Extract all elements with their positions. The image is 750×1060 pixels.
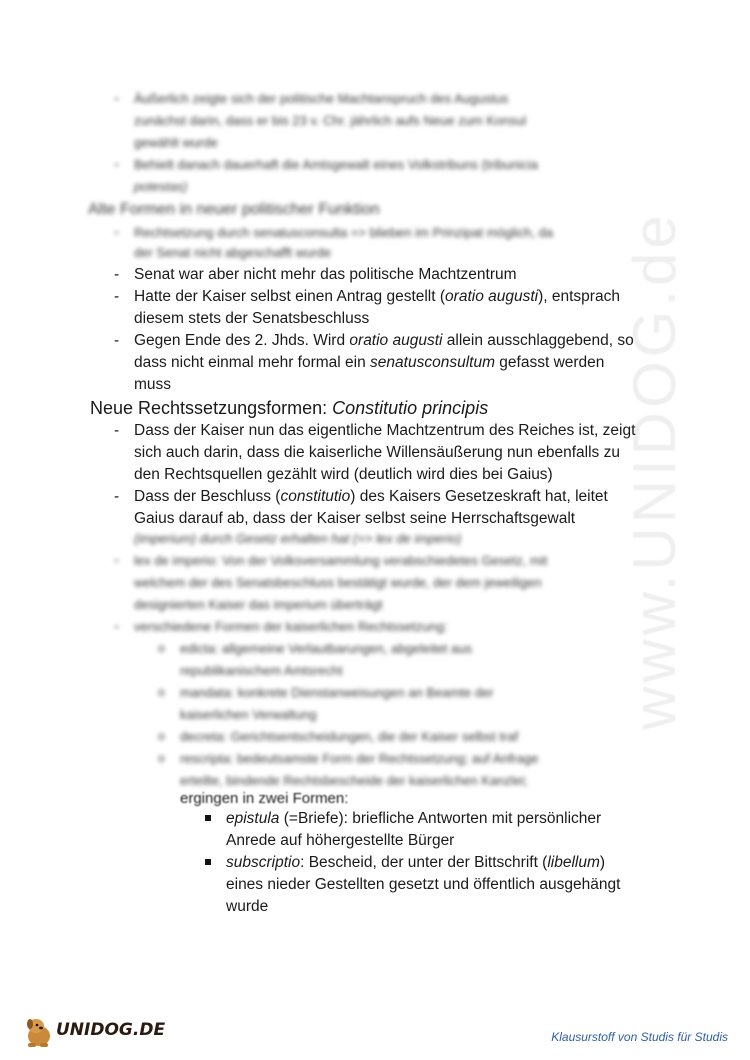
dog-icon [22, 1014, 56, 1050]
text-line: potestas) [134, 179, 188, 194]
dash-bullet: - [114, 332, 120, 349]
text-line: Rechtsetzung durch senatusconsulta => blieben im Prinzipat möglich, da [134, 225, 554, 240]
text-line: Behielt danach dauerhaft die Amtsgewalt eines Volkstribuns (tribunicia [134, 157, 538, 172]
text-line: den Rechtsquellen gezählt wird (deutlich wird dies bei Gaius) [134, 466, 553, 483]
text-span: ) [599, 854, 606, 871]
text-line: welchem der des Senatsbeschluss bestätigt wurde, der dem jeweiligen [134, 575, 542, 590]
text-line: mandata: konkrete Dienstanweisungen an Beamte der [180, 685, 494, 700]
text-line [134, 486, 608, 507]
circle-bullet: o [158, 641, 165, 655]
text-line: designierten Kaiser das imperium überträgt [134, 597, 383, 612]
italic-term: constitutio [280, 488, 351, 505]
text-line: Anrede auf höhergestellte Bürger [226, 832, 455, 849]
dash-bullet: - [114, 288, 120, 305]
section-heading: Alte Formen in neuer politischer Funktion [88, 201, 380, 218]
text-line: wurde [226, 898, 269, 915]
text-span: (=Briefe): briefliche Antworten mit persönlicher [279, 810, 602, 827]
text-line: der Senat nicht abgeschafft wurde [134, 245, 332, 260]
square-bullet [205, 815, 211, 821]
text-line: Senat war aber nicht mehr das politische Machtzentrum [134, 266, 517, 283]
text-span: Neue Rechtssetzungsformen: [90, 398, 333, 418]
text-line: gewählt wurde [134, 135, 218, 150]
text-span: gefasst werden [494, 354, 605, 371]
text-span: : Bescheid, der unter der Bittschrift ( [300, 854, 548, 871]
section-heading [90, 396, 488, 420]
text-line [134, 352, 604, 373]
watermark: www.UNIDOG.de [621, 211, 688, 730]
text-line: decreta: Gerichtsentscheidungen, die der Kaiser selbst traf [180, 729, 519, 744]
italic-term: libellum [547, 854, 600, 871]
text-line [134, 330, 634, 351]
text-line: Äußerlich zeigte sich der politische Machtanspruch des Augustus [134, 91, 509, 106]
text-line: Dass der Kaiser nun das eigentliche Machtzentrum des Reiches ist, zeigt [134, 422, 636, 439]
circle-bullet: o [158, 685, 165, 699]
square-bullet [205, 859, 211, 865]
text-line: eines nieder Gestellten gesetzt und öffentlich ausgehängt [226, 876, 621, 893]
text-line: Hatte der Kaiser selbst einen Antrag gestellt (oratio augusti), entsprach [134, 288, 620, 305]
text-line: lex de imperio: Von der Volksversammlung verabschiedetes Gesetz, mit [134, 553, 548, 568]
circle-bullet: o [158, 751, 165, 765]
text-line: edicta: allgemeine Verlautbarungen, abgeleitet aus [180, 641, 472, 656]
text-line: rescripta: bedeutsamste Form der Rechtssetzung; auf Anfrage [180, 751, 539, 766]
dash-bullet: - [114, 90, 120, 107]
text-line: verschiedene Formen der kaiserlichen Rechtssetzung: [134, 619, 448, 634]
italic-term: epistula [226, 810, 280, 827]
text-line: muss [134, 376, 172, 393]
text-span: ), entsprach [538, 288, 620, 305]
text-span: allein ausschlaggebend, so [442, 332, 634, 349]
text-span: dass nicht einmal mehr formal ein [134, 354, 371, 371]
text-span: ) des Kaisers Gesetzeskraft hat, leitet [350, 488, 608, 505]
dash-bullet: - [114, 266, 120, 283]
text-line: kaiserlichen Verwaltung [180, 707, 317, 722]
unidog-logo [22, 1014, 172, 1050]
text-line: zunächst darin, dass er bis 23 v. Chr. jährlich aufs Neue zum Konsul [134, 113, 527, 128]
dash-bullet: - [114, 618, 120, 635]
dash-bullet: - [114, 224, 120, 241]
italic-term: subscriptio [226, 854, 301, 871]
text-line: erteilte, bindende Rechtsbescheide der kaiserlichen Kanzlei; [180, 773, 528, 788]
italic-term: senatusconsultum [370, 354, 495, 371]
text-line: sich auch darin, dass die kaiserliche Willensäußerung nun ebenfalls zu [134, 444, 620, 461]
italic-term: oratio augusti [349, 332, 443, 349]
text-span: Gegen Ende des 2. Jhds. Wird [134, 332, 350, 349]
footer-tagline: Klausurstoff von Studis für Studis [551, 1030, 728, 1044]
text-line: Gaius darauf ab, dass der Kaiser selbst seine Herrschaftsgewalt [134, 510, 576, 527]
text-line: ergingen in zwei Formen: [180, 790, 349, 807]
dash-bullet: - [114, 552, 120, 569]
text-span: Dass der Beschluss ( [134, 488, 281, 505]
text-line: republikanischem Amtsrecht [180, 663, 343, 678]
dash-bullet: - [114, 422, 120, 439]
text-line: diesem stets der Senatsbeschluss [134, 310, 370, 327]
text-line [226, 852, 605, 873]
dash-bullet: - [114, 488, 120, 505]
italic-term: oratio augusti [445, 288, 539, 305]
dash-bullet: - [114, 156, 120, 173]
text-line: (imperium) durch Gesetz erhalten hat (=> lex de imperio) [134, 531, 462, 546]
circle-bullet: o [158, 729, 165, 743]
text-span: Hatte der Kaiser selbst einen Antrag gestellt [134, 288, 440, 305]
text-line [226, 808, 601, 829]
logo-text: UNIDOG.DE [56, 1020, 166, 1040]
italic-term: Constitutio principis [332, 398, 489, 418]
